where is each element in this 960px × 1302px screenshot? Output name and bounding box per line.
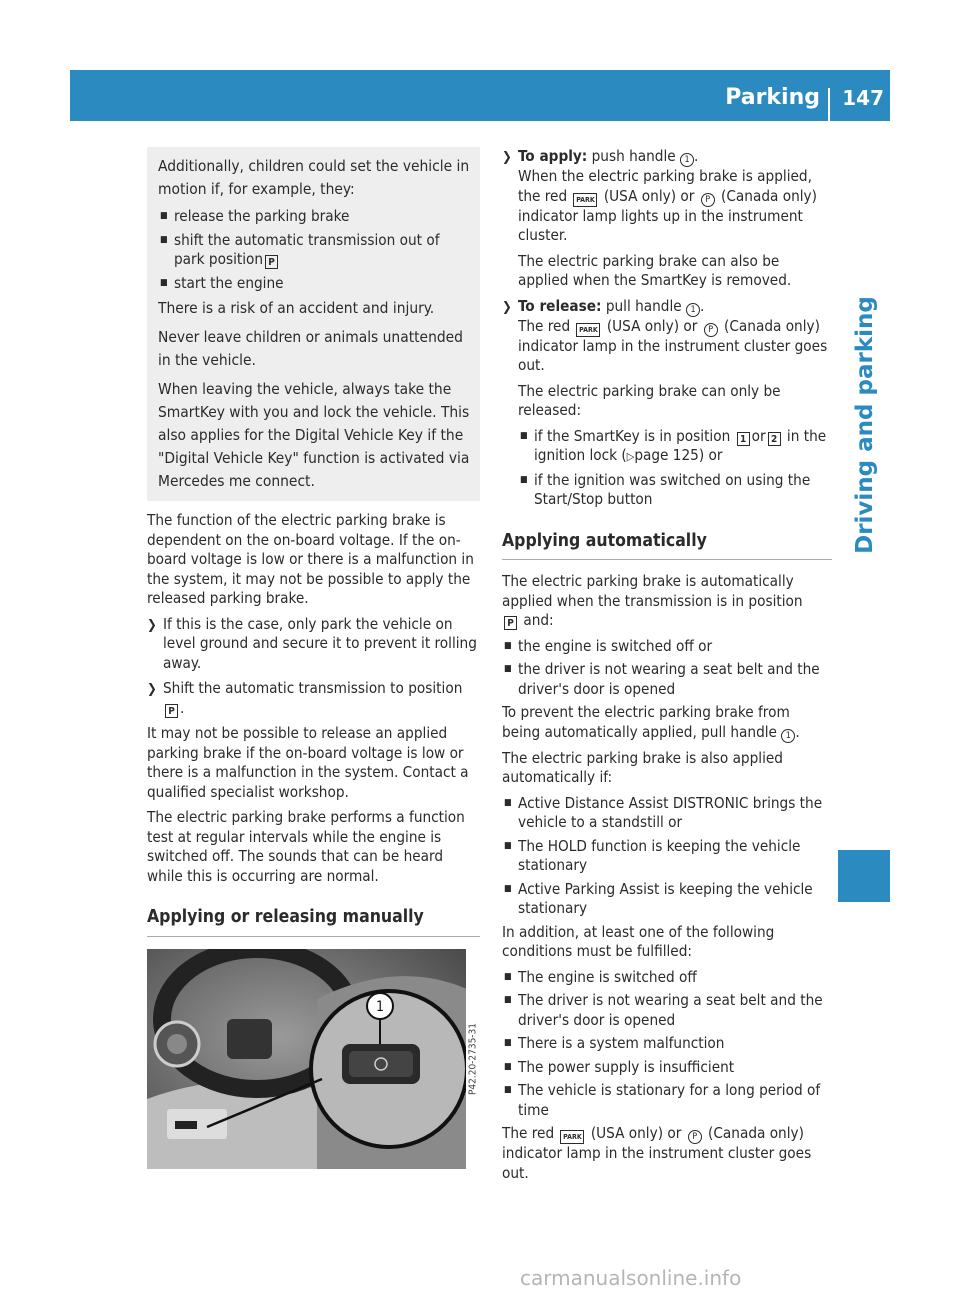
paragraph: To prevent the electric parking brake from being automatically applied, pull handle 1 . xyxy=(502,703,800,741)
list-item: ■ if the SmartKey is in position 1 or 2 in the ignition lock (▷page 125) or xyxy=(518,427,832,467)
list-item: ■ the driver is not wearing a seat belt and the driver's door is opened xyxy=(502,660,832,699)
paragraph: The electric parking brake is also applied automatically if: xyxy=(502,748,783,786)
key-position-1-icon: 1 xyxy=(737,432,750,446)
paragraph: The electric parking brake performs a function test at regular intervals while the engine is switched off. The sounds that can be heard while this is occurring are normal. xyxy=(147,808,465,885)
chapter-tab-marker xyxy=(838,850,890,902)
paragraph: The function of the electric parking brake is dependent on the on-board voltage. If the on-board voltage is low or there is a malfunction in the system, it may not be possible to apply the released parking brake. xyxy=(147,511,474,607)
warning-risk: There is a risk of an accident and injury. xyxy=(158,299,435,317)
list-item: ■ The driver is not wearing a seat belt and the driver's door is opened xyxy=(502,991,832,1030)
step-arrow-icon: ❯ xyxy=(147,617,157,633)
list-item: ■ The vehicle is stationary for a long period of time xyxy=(502,1081,832,1120)
list-item: ■ Active Distance Assist DISTRONIC brings the vehicle to a standstill or xyxy=(502,794,832,833)
key-position-2-icon: 2 xyxy=(768,432,781,446)
instruction-step: ❯ Shift the automatic transmission to position P . xyxy=(147,679,463,717)
section-heading: Applying or releasing manually xyxy=(147,908,480,937)
chapter-side-label: Driving and parking xyxy=(852,296,878,554)
step-arrow-icon: ❯ xyxy=(147,682,157,697)
instruction-step: ❯ To apply: push handle 1 . When the electric parking brake is applied, the red PARK (USA only) or P (Canada only) indicator lamp lights up in the instrument cluster. The electric parking brake can also be applied when the SmartKey is removed. xyxy=(502,147,817,289)
canada-park-lamp-icon: P xyxy=(688,1130,702,1144)
warning-advice: When leaving the vehicle, always take the SmartKey with you and lock the vehicle. This also applies for the Digital Vehicle Key if the "Digital Vehicle Key" function is activated via Mercedes me connect. xyxy=(158,380,470,490)
list-item: ■ The engine is switched off xyxy=(502,968,832,988)
instruction-step: ❯ To release: pull handle 1 . The red PARK (USA only) or P (Canada only) indicator lamp in the instrument cluster goes out. The electric parking brake can only be released: ■ if the SmartKey is in position 1 or 2 in the ignition lock (▷page 125) or ■ if the ignition was switched on using the Start/Stop button xyxy=(502,297,832,510)
handle-callout-icon: 1 xyxy=(686,303,700,317)
figure-code: P42.20-2735-31 xyxy=(466,949,480,1169)
page-reference-arrow-icon: ▷ xyxy=(626,450,635,463)
header-divider xyxy=(828,88,830,121)
paragraph: The red PARK (USA only) or P (Canada only) indicator lamp in the instrument cluster goes out. xyxy=(502,1124,812,1182)
warning-box xyxy=(147,147,480,501)
paragraph: The electric parking brake is automatically applied when the transmission is in position P and: xyxy=(502,572,803,629)
park-lamp-icon: PARK xyxy=(573,193,597,207)
list-item: ■ The HOLD function is keeping the vehicle stationary xyxy=(502,837,832,876)
park-lamp-icon: PARK xyxy=(576,323,600,337)
list-item: ■ start the engine xyxy=(158,274,470,294)
park-lamp-icon: PARK xyxy=(560,1130,584,1144)
canada-park-lamp-icon: P xyxy=(704,323,718,337)
list-item: ■ There is a system malfunction xyxy=(502,1034,832,1054)
park-position-key-icon: P xyxy=(265,255,278,269)
handle-callout-icon: 1 xyxy=(781,729,795,743)
parking-brake-figure xyxy=(147,949,480,1169)
handle-callout-icon: 1 xyxy=(680,153,694,167)
page-header xyxy=(70,70,890,121)
left-column xyxy=(147,147,480,1169)
watermark: carmanualsonline.info xyxy=(520,1266,742,1290)
park-position-key-icon: P xyxy=(504,616,517,630)
canada-park-lamp-icon: P xyxy=(701,193,715,207)
step-arrow-icon: ❯ xyxy=(502,150,512,165)
paragraph: It may not be possible to release an applied parking brake if the on-board voltage is low or there is a malfunction in the system. Contact a qualified specialist workshop. xyxy=(147,724,469,801)
warning-advice: Never leave children or animals unattended in the vehicle. xyxy=(158,328,463,369)
list-item: ■ The power supply is insufficient xyxy=(502,1058,832,1078)
step-arrow-icon: ❯ xyxy=(502,299,512,315)
instruction-step: ❯ If this is the case, only park the vehicle on level ground and secure it to prevent it rolling away. xyxy=(147,614,477,672)
section-heading: Applying automatically xyxy=(502,532,832,561)
warning-intro: Additionally, children could set the vehicle in motion if, for example, they: xyxy=(158,157,470,198)
list-item: ■ if the ignition was switched on using the Start/Stop button xyxy=(518,471,832,510)
header-title: Parking xyxy=(725,85,820,110)
list-item: ■ release the parking brake xyxy=(158,207,470,227)
list-item: ■ shift the automatic transmission out of park position P xyxy=(158,231,470,270)
page-number: 147 xyxy=(842,86,884,110)
paragraph: In addition, at least one of the following conditions must be fulfilled: xyxy=(502,922,775,960)
right-column xyxy=(502,147,832,1189)
list-item: ■ Active Parking Assist is keeping the vehicle stationary xyxy=(502,880,832,919)
park-position-key-icon: P xyxy=(165,704,178,718)
dashboard-illustration xyxy=(147,949,480,1169)
figure-callout-label: 1 xyxy=(375,998,385,1015)
list-item: ■ the engine is switched off or xyxy=(502,637,832,657)
